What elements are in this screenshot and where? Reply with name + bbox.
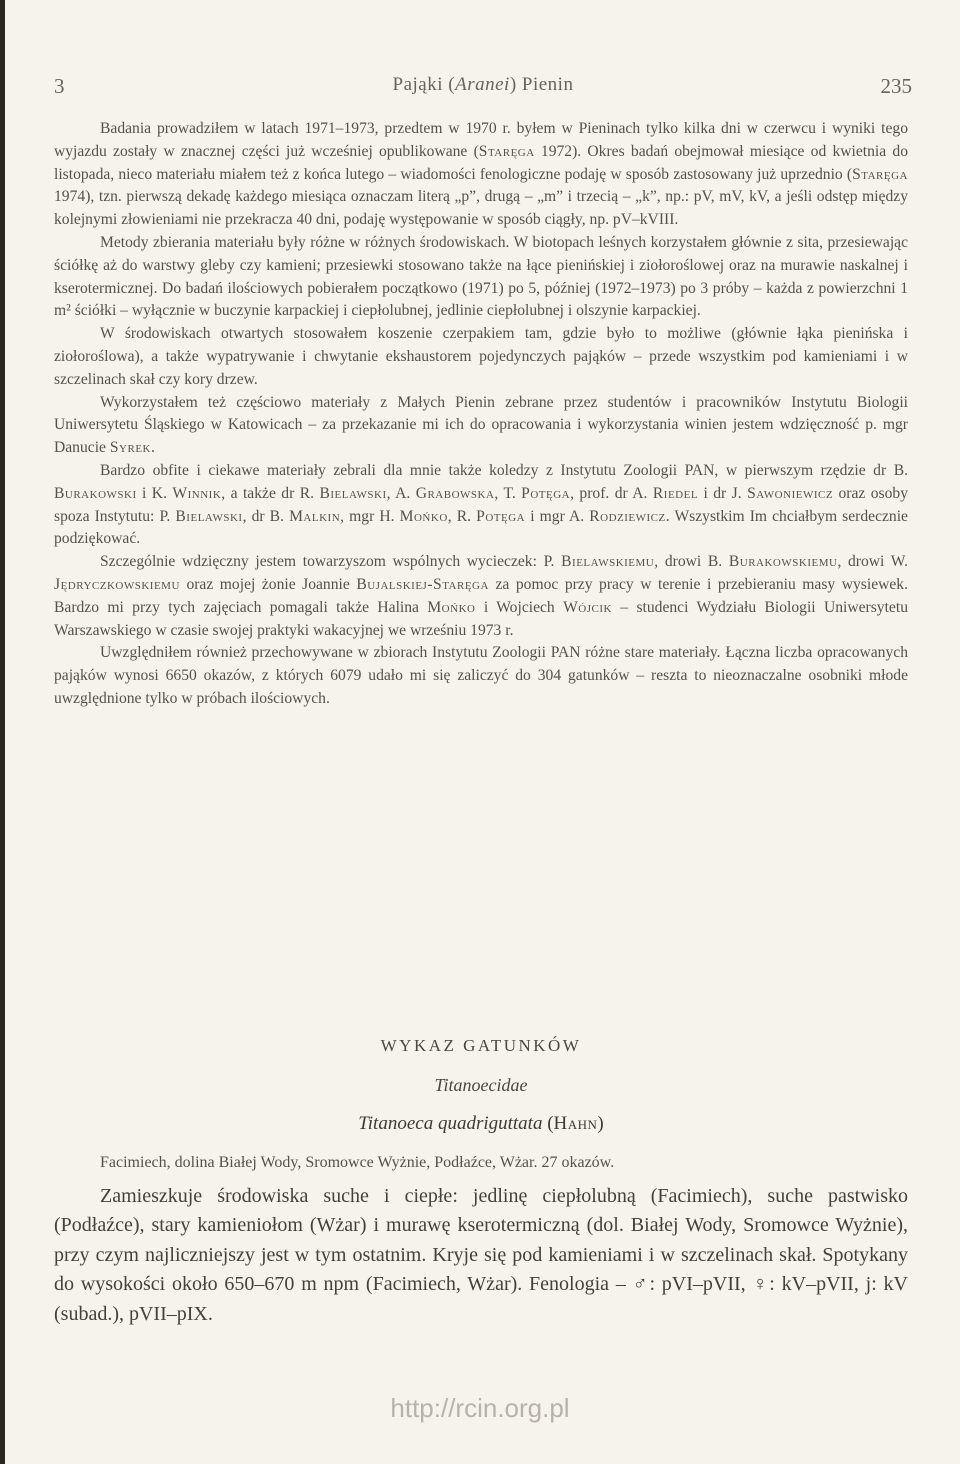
text-run: Metody zbierania materiału były różne w różnych środowiskach. W biotopach leśnych korzystałem głównie z sita, przesiewając ściółkę aż do warstwy gleby czy kamieni; przesiewki stosowano także na łące pienińskiej i ziołoroślowej oraz na murawie naskalnej i kserotermicznej. Do badań ilościowych pobierałem początkowo (1971) po 5, później (1972–1973) po 3 próby – każda z powierzchni 1 m² ściółki – wyłącznie w buczynie karpackiej i ciepłolubnej, jedlinie ciepłolubnej i olszynie karpackiej. xyxy=(54,233,908,320)
author-name: Syrek xyxy=(109,439,151,457)
text-run: Bardzo obfite i ciekawe materiały zebrali dla mnie także koledzy z Instytutu Zoologii PAN, w pierwszym rzędzie dr B. xyxy=(100,461,908,479)
running-title xyxy=(54,74,912,96)
species-author: Hahn xyxy=(553,1113,598,1134)
body-paragraph xyxy=(54,392,908,460)
author-name: Staręga xyxy=(478,142,535,160)
section-heading: WYKAZ GATUNKÓW xyxy=(380,1036,582,1055)
text-run: . Wszystkim Im chciałbym serdecznie podziękować. xyxy=(54,507,908,548)
author-name: Bujalskiej-Staręga xyxy=(356,575,489,593)
species-author-post: ) xyxy=(597,1113,604,1134)
author-name: Malkin xyxy=(289,507,341,525)
author-name: Bielawskiemu xyxy=(561,553,655,571)
page-number-right: 235 xyxy=(880,74,912,98)
scan-left-edge xyxy=(0,0,5,1464)
author-name: Mońko xyxy=(427,598,476,616)
text-run: oraz osoby spoza Instytutu: P. xyxy=(54,484,909,525)
author-name: Bielawski xyxy=(175,507,243,525)
body-paragraph xyxy=(54,551,908,642)
text-run: 1974), tzn. pierwszą dekadę każdego miesiąca oznaczam literą „p”, drugą – „m” i trzecią – „k”, np.: pV, mV, kV, a jeśli odstęp między kolejnymi złowieniami nie przekracza 40 dni, podaję występowanie w sposób ciągły, np. pV–kVIII. xyxy=(54,188,908,229)
author-name: Rodziewicz xyxy=(589,507,666,525)
author-name: Mońko xyxy=(399,507,448,525)
text-run: , mgr H. xyxy=(340,507,400,525)
text-run: – studenci Wydziału Biologii Uniwersytetu Warszawskiego w czasie swojej praktyki wakacyjnej we wrześniu 1973 r. xyxy=(54,598,908,639)
text-run: i K. xyxy=(136,484,173,502)
text-run: Badania prowadziłem w latach 1971–1973, przedtem w 1970 r. byłem w Pieninach tylko kilka dni w czerwcu i wyniki tego wyjazdu zostały w znacznej części już wcześniej opublikowane ( xyxy=(54,120,908,160)
text-run: za pomoc przy pracy w terenie i przebieraniu masy wysiewek. Bardzo mi przy tych zajęciach pomagali także Halina xyxy=(54,575,908,616)
text-run: i mgr A. xyxy=(525,507,590,525)
text-run: , A. xyxy=(386,484,416,502)
text-run: , drowi B. xyxy=(654,553,729,571)
body-paragraph xyxy=(54,642,908,710)
running-title-italic: Aranei xyxy=(455,74,510,95)
text-run: , dr B. xyxy=(242,507,290,525)
author-name: Bielawski xyxy=(319,484,387,502)
author-name: Burakowskiemu xyxy=(728,553,838,571)
source-watermark: http://rcin.org.pl xyxy=(390,1393,570,1423)
text-run: , a także dr R. xyxy=(221,484,320,502)
text-run: Szczególnie wdzięczny jestem towarzyszom wspólnych wycieczek: P. xyxy=(100,553,562,571)
author-name: Wójcik xyxy=(563,598,612,616)
species-locality: Facimiech, dolina Białej Wody, Sromowce Wyżnie, Podłaźce, Wżar. 27 okazów. xyxy=(100,1154,615,1171)
text-run: oraz mojej żonie Joannie xyxy=(179,575,357,593)
text-run: i Wojciech xyxy=(475,598,564,616)
text-run: , T. xyxy=(494,484,522,502)
author-name: Burakowski xyxy=(54,484,137,502)
species-heading xyxy=(54,1113,908,1135)
author-name: Riedel xyxy=(652,484,699,502)
text-run: i dr J. xyxy=(698,484,748,502)
species-author-pre: ( xyxy=(547,1113,554,1134)
author-name: Jędryczkowskiemu xyxy=(54,575,180,593)
text-run: W środowiskach otwartych stosowałem koszenie czerpakiem tam, gdzie było to możliwe (głównie łąka pienińska i ziołoroślowa), a także wypatrywanie i chwytanie ekshaustorem pojedynczych pająków – przede wszystkim pod kamieniami i w szczelinach skał czy kory drzew. xyxy=(54,325,908,388)
running-title-post: ) Pienin xyxy=(509,74,574,95)
text-run: Wykorzystałem też częściowo materiały z Małych Pienin zebrane przez studentów i pracowników Instytutu Biologii Uniwersytetu Śląskiego w Katowicach – za przekazanie mi ich do opracowania i wykorzystania winien jestem wdzięczność p. mgr Danucie xyxy=(54,393,908,457)
family-heading: Titanoecidae xyxy=(434,1075,528,1095)
author-name: Staręga xyxy=(852,165,908,183)
text-run: , R. xyxy=(447,507,477,525)
body-paragraph xyxy=(54,232,908,323)
text-run: , prof. dr A. xyxy=(570,484,653,502)
text-run: , drowi W. xyxy=(837,553,908,571)
species-name: Titanoeca quadriguttata xyxy=(358,1113,543,1134)
author-name: Potęga xyxy=(476,507,526,525)
author-name: Potęga xyxy=(521,484,571,502)
body-text xyxy=(54,118,908,711)
author-name: Winnik xyxy=(172,484,222,502)
author-name: Sawoniewicz xyxy=(747,484,834,502)
running-title-pre: Pająki ( xyxy=(392,74,456,95)
body-paragraph xyxy=(54,118,908,232)
author-name: Grabowska xyxy=(415,484,495,502)
text-run: Uwzględniłem również przechowywane w zbiorach Instytutu Zoologii PAN różne stare materiały. Łączna liczba opracowanych pająków wynosi 6650 okazów, z których 6079 udało mi się zaliczyć do 304 gatunków – reszta to nieoznaczalne osobniki młode uwzględnione tylko w próbach ilościowych. xyxy=(54,644,908,707)
body-paragraph xyxy=(54,460,908,551)
running-header xyxy=(54,74,912,104)
body-paragraph xyxy=(54,323,908,391)
text-run: . xyxy=(150,439,155,457)
page-number-left: 3 xyxy=(54,74,65,98)
species-habitat: Zamieszkuje środowiska suche i ciepłe: jedlinę ciepłolubną (Facimiech), suche pastwisko (Podłaźce), stary kamieniołom (Wżar) i murawę kserotermiczną (dol. Białej Wody, Sromowce Wyżnie), przy czym najliczniejszy jest w tym ostatnim. Kryje się pod kamieniami i w szczelinach skał. Spotykany do wysokości około 650–670 m npm (Facimiech, Wżar). Fenologia – ♂: pVI–pVII, ♀: kV–pVII, j: kV (subad.), pVII–pIX. xyxy=(54,1185,908,1325)
text-run: 1972). Okres badań obejmował miesiące od kwietnia do listopada, nieco materiału miałem też z końca lutego – wiadomości fenologiczne podaję w sposób zastosowany już uprzednio ( xyxy=(54,142,908,183)
